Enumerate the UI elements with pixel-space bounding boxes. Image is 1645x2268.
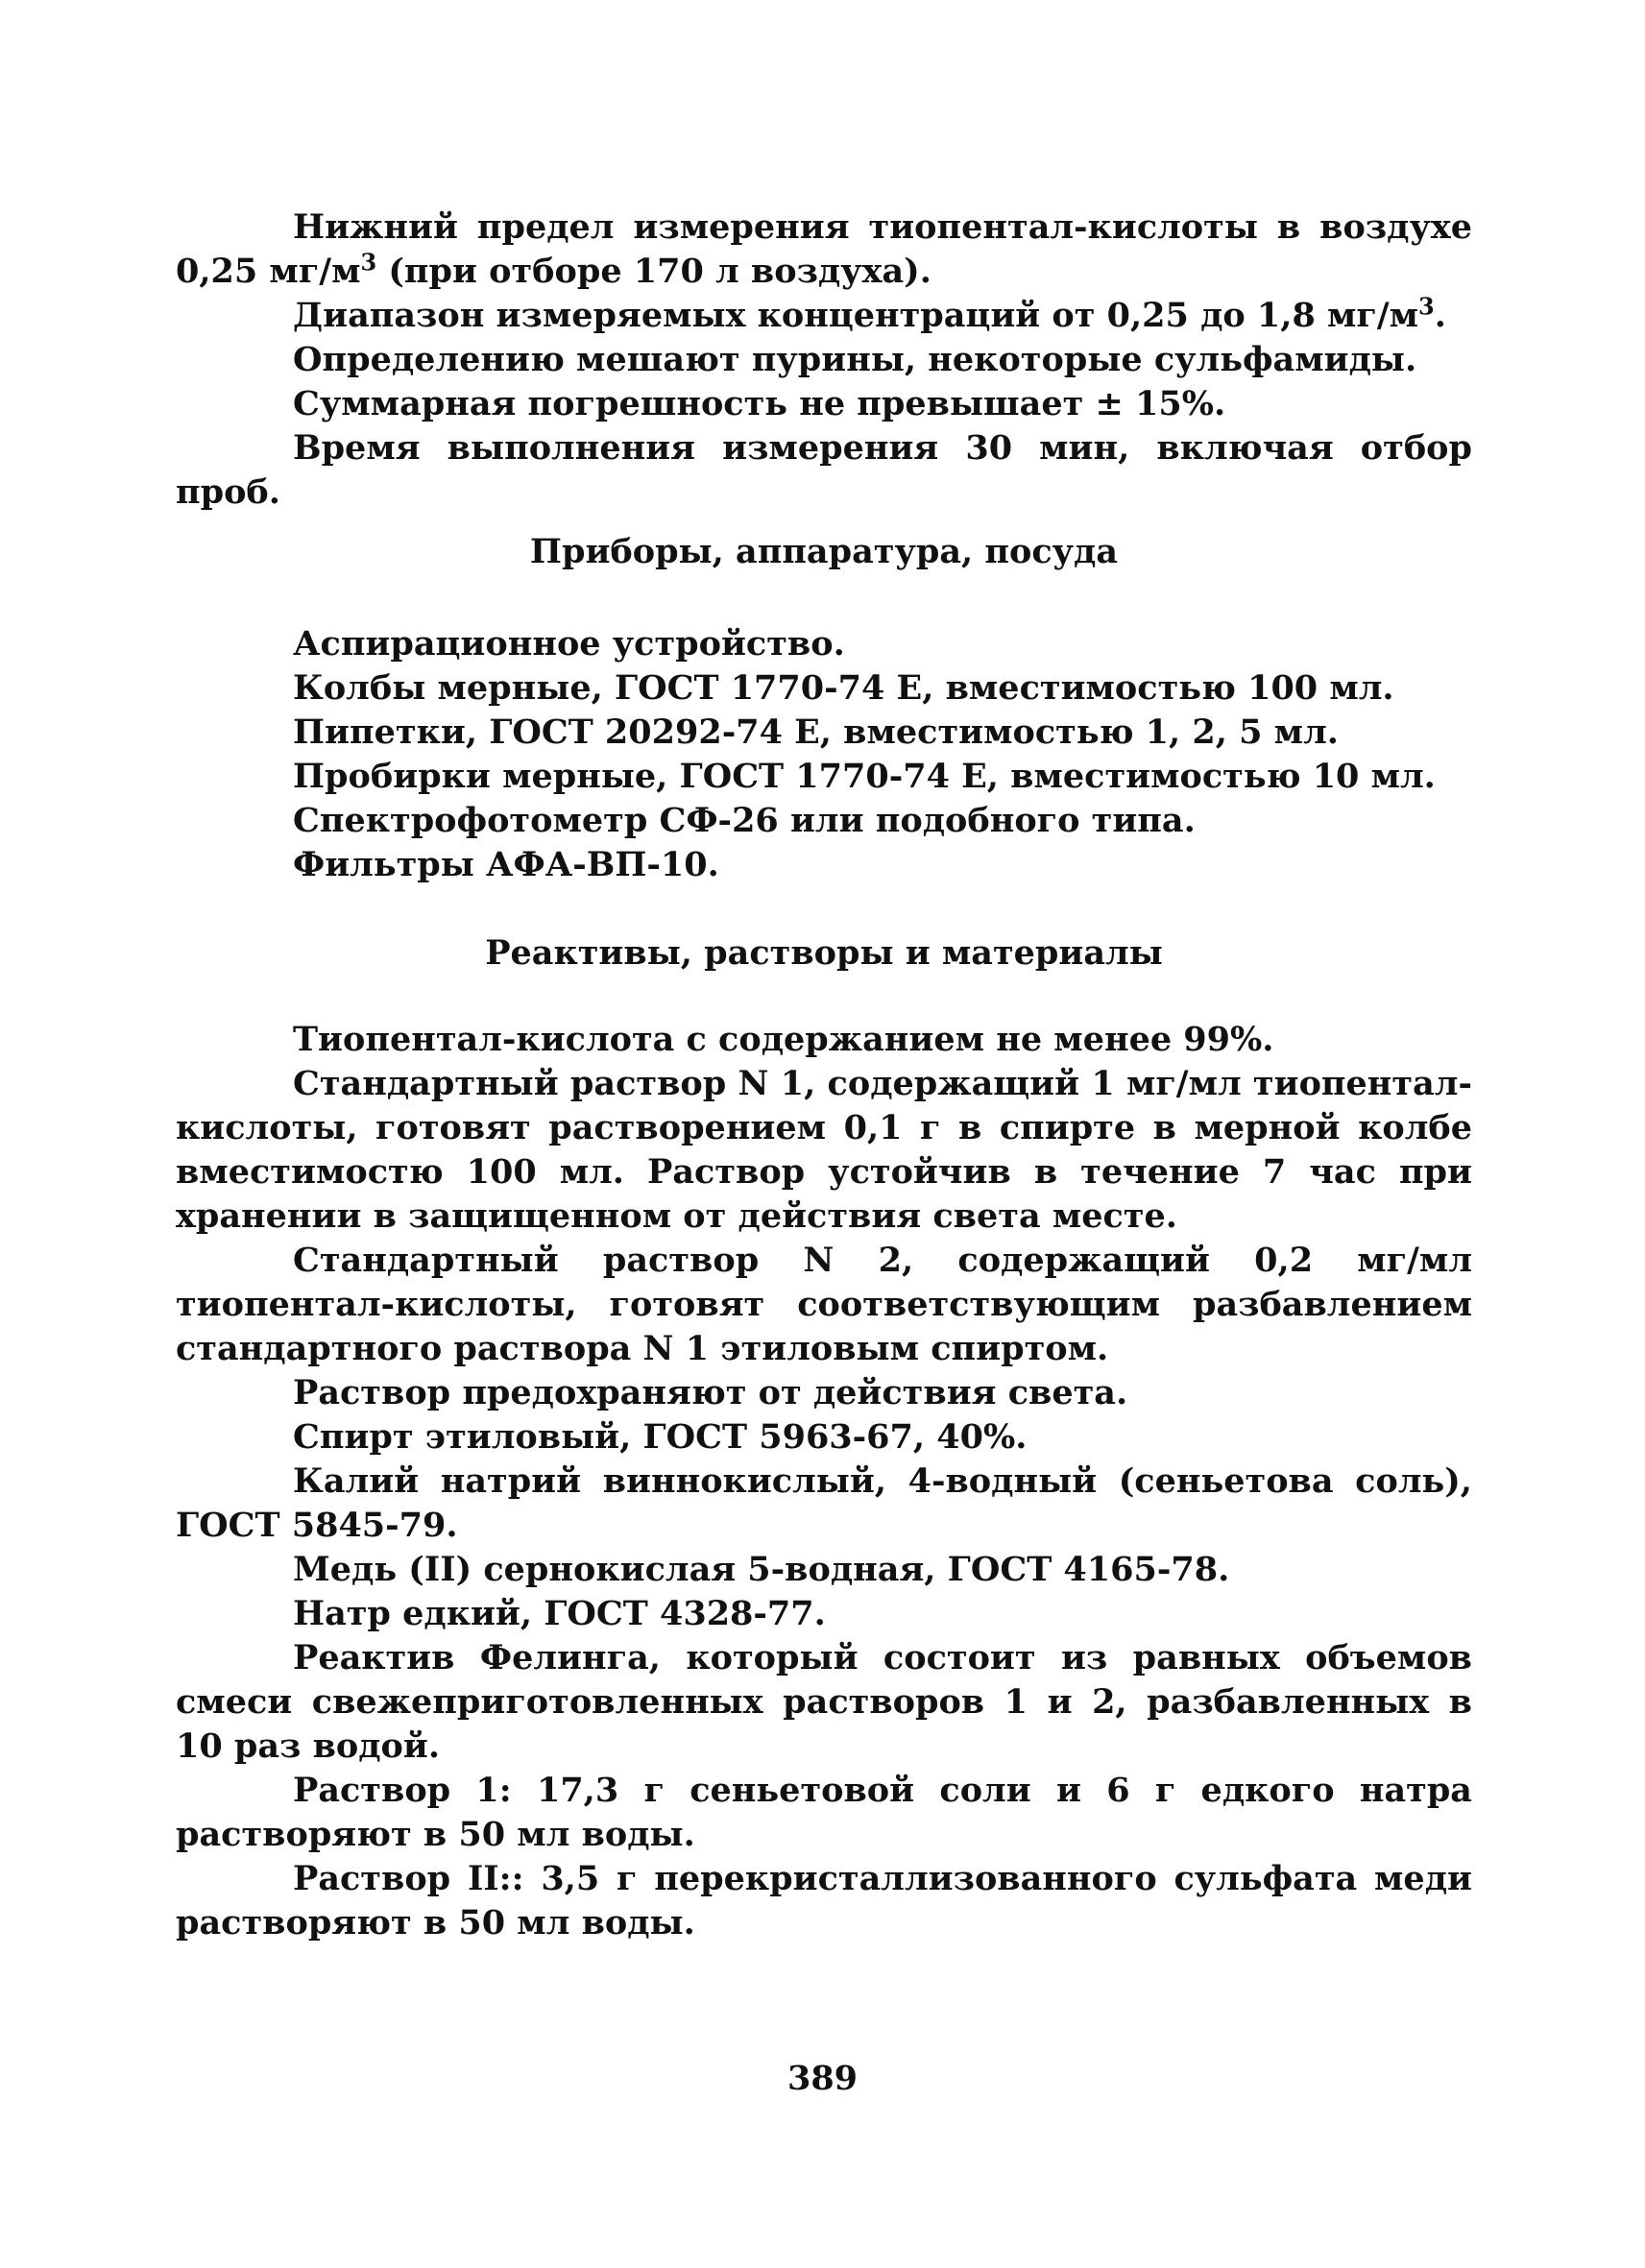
equipment-heading: Приборы, аппаратура, посуда <box>529 532 1119 571</box>
error-note: Суммарная погрешность не превышает ± 15%. <box>293 384 1226 423</box>
lower-limit-text-end: (при отборе 170 л воздуха). <box>376 252 931 291</box>
equipment-item: Колбы мерные, ГОСТ 1770-74 Е, вместимостью 100 мл. <box>293 668 1394 708</box>
reagent-paragraph: Раствор предохраняют от действия света. <box>293 1373 1128 1412</box>
lower-limit-text: Нижний предел измерения тиопентал-кислоты в воздухе 0,25 мг/м <box>176 207 1472 291</box>
cubic-superscript: 3 <box>360 248 377 277</box>
equipment-item: Спектрофотометр СФ-26 или подобного типа. <box>293 801 1196 840</box>
reagent-paragraph: Стандартный раствор N 2, содержащий 0,2 мг/мл тиопентал-кислоты, готовят соответствующим разбавлением стандартного раствора N 1 этиловым спиртом. <box>176 1241 1472 1368</box>
range-text-end: . <box>1434 296 1446 335</box>
reagent-paragraph: Раствор II:: 3,5 г перекристаллизованного сульфата меди растворяют в 50 мл воды. <box>176 1859 1472 1942</box>
reagent-paragraph: Реактив Фелинга, который состоит из равных объемов смеси свежеприготовленных растворов 1 и 2, разбавленных в 10 раз водой. <box>176 1638 1472 1766</box>
equipment-item: Пипетки, ГОСТ 20292-74 Е, вместимостью 1, 2, 5 мл. <box>293 712 1339 752</box>
reagent-paragraph: Спирт этиловый, ГОСТ 5963-67, 40%. <box>293 1417 1028 1457</box>
cubic-superscript: 3 <box>1418 292 1435 321</box>
reagent-paragraph: Стандартный раствор N 1, содержащий 1 мг/мл тиопентал-кислоты, готовят растворением 0,1 г в спирте в мерной колбе вместимостю 100 мл. Раствор устойчив в течение 7 час при хранении в защищенном от действия света месте. <box>176 1064 1472 1236</box>
page-number: 389 <box>786 2059 859 2098</box>
reagents-heading: Реактивы, растворы и материалы <box>485 933 1163 973</box>
equipment-list <box>176 622 1472 887</box>
reagent-paragraph: Медь (II) сернокислая 5-водная, ГОСТ 4165-78. <box>293 1550 1230 1589</box>
reagent-paragraph: Раствор 1: 17,3 г сеньетовой соли и 6 г едкого натра растворяют в 50 мл воды. <box>176 1771 1472 1854</box>
equipment-item: Фильтры АФА-ВП-10. <box>293 845 719 884</box>
duration-note: Время выполнения измерения 30 мин, включая отбор проб. <box>176 428 1472 512</box>
intro-section <box>176 205 1472 515</box>
reagent-paragraph: Натр едкий, ГОСТ 4328-77. <box>293 1594 826 1633</box>
reagent-paragraph: Калий натрий виннокислый, 4-водный (сеньетова соль), ГОСТ 5845-79. <box>176 1461 1472 1545</box>
concentration-range <box>176 294 1472 338</box>
range-text: Диапазон измеряемых концентраций от 0,25 до 1,8 мг/м <box>293 296 1419 335</box>
interference-note: Определению мешают пурины, некоторые сульфамиды. <box>293 340 1417 379</box>
equipment-item: Пробирки мерные, ГОСТ 1770-74 Е, вместимостью 10 мл. <box>293 757 1436 796</box>
measurement-lower-limit <box>176 205 1472 294</box>
equipment-item: Аспирационное устройство. <box>293 624 845 664</box>
reagents-section <box>176 1018 1472 1945</box>
reagent-paragraph: Тиопентал-кислота с содержанием не менее 99%. <box>293 1020 1274 1059</box>
